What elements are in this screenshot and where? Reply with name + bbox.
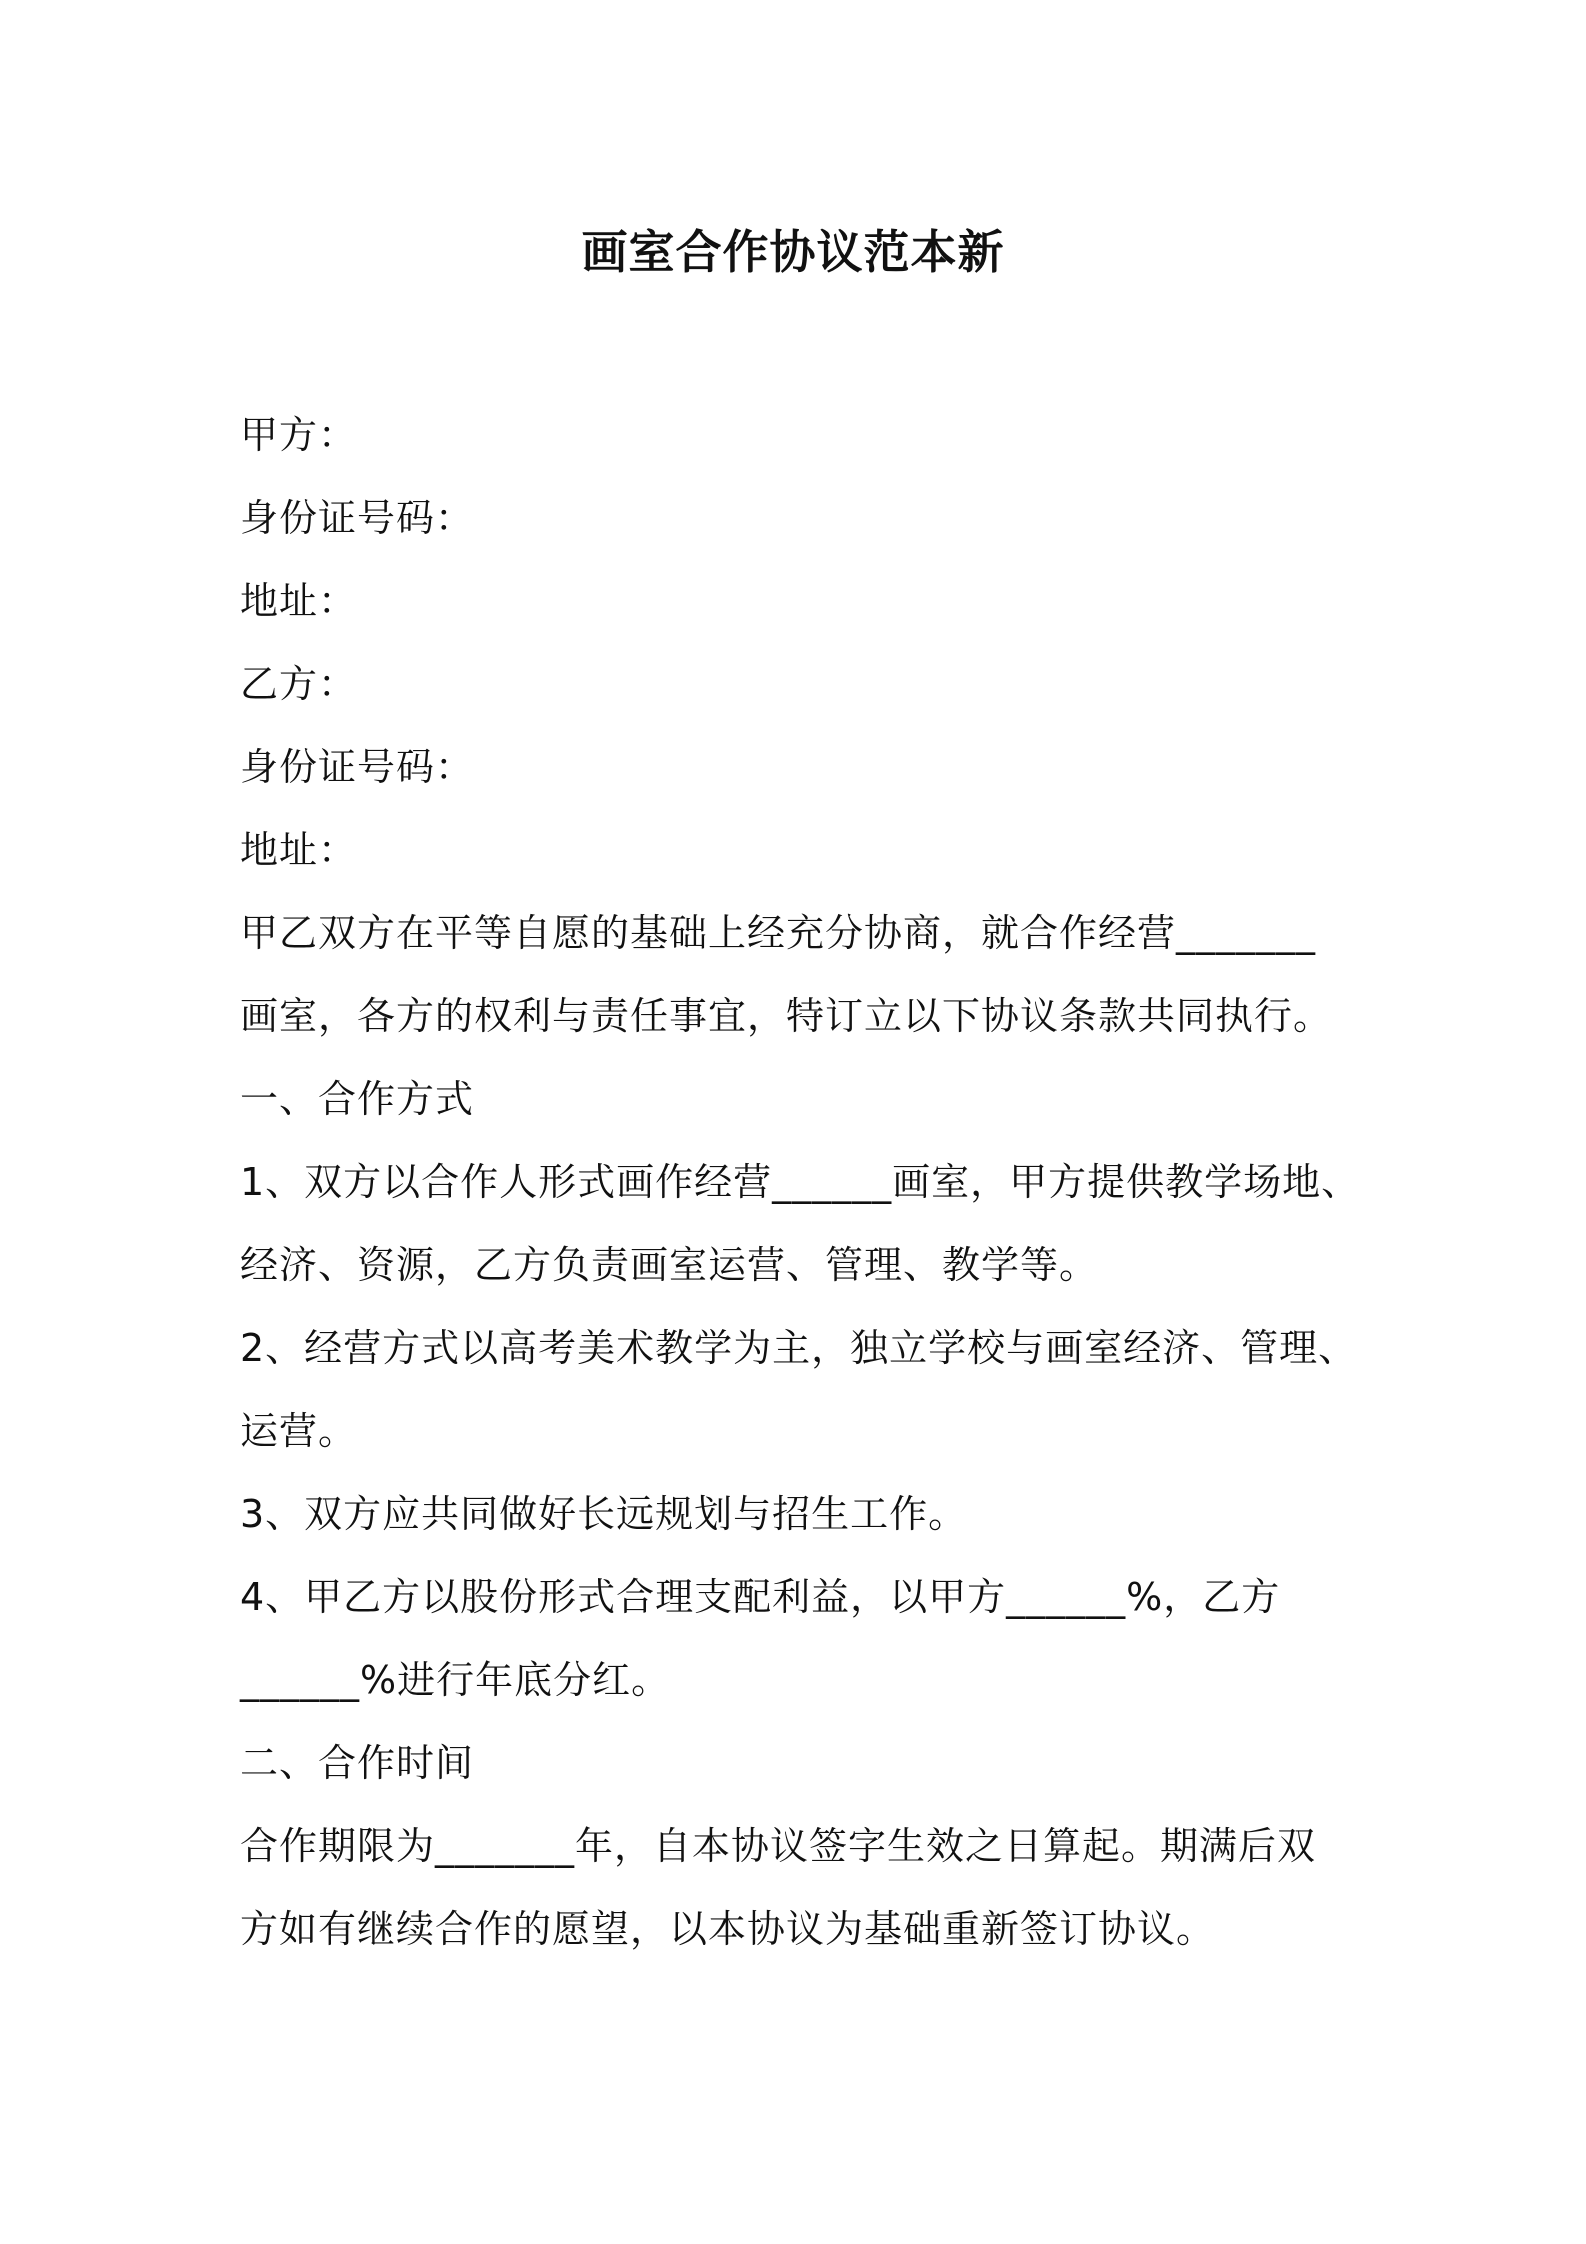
intro-line-2: 画室，各方的权利与责任事宜，特订立以下协议条款共同执行。 xyxy=(240,994,1333,1038)
section-2-line: 合作期限为_______年，自本协议签字生效之日算起。期满后双 xyxy=(240,1824,1317,1868)
section-1-line: ______%进行年底分红。 xyxy=(240,1658,671,1702)
section-1-line: 4、甲乙方以股份形式合理支配利益，以甲方______%，乙方 xyxy=(240,1575,1281,1619)
party-a-label: 甲方： xyxy=(240,413,358,457)
party-b-id-label: 身份证号码： xyxy=(240,745,475,789)
section-1-line: 3、双方应共同做好长远规划与招生工作。 xyxy=(240,1492,968,1536)
section-1-line: 经济、资源，乙方负责画室运营、管理、教学等。 xyxy=(240,1243,1099,1287)
party-a-address-label: 地址： xyxy=(240,579,358,623)
section-2-heading: 二、合作时间 xyxy=(240,1741,475,1785)
section-1-line: 运营。 xyxy=(240,1409,358,1453)
section-1-heading: 一、合作方式 xyxy=(240,1077,475,1121)
document-title: 画室合作协议范本新 xyxy=(581,225,1005,279)
section-2-line: 方如有继续合作的愿望，以本协议为基础重新签订协议。 xyxy=(240,1907,1216,1951)
party-b-address-label: 地址： xyxy=(240,828,358,872)
intro-line-1: 甲乙双方在平等自愿的基础上经充分协商，就合作经营_______ xyxy=(240,911,1317,955)
section-1-line: 2、经营方式以高考美术教学为主，独立学校与画室经济、管理、 xyxy=(240,1326,1358,1370)
section-1-line: 1、双方以合作人形式画作经营______画室，甲方提供教学场地、 xyxy=(240,1160,1361,1204)
party-a-id-label: 身份证号码： xyxy=(240,496,475,540)
party-b-label: 乙方： xyxy=(240,662,358,706)
